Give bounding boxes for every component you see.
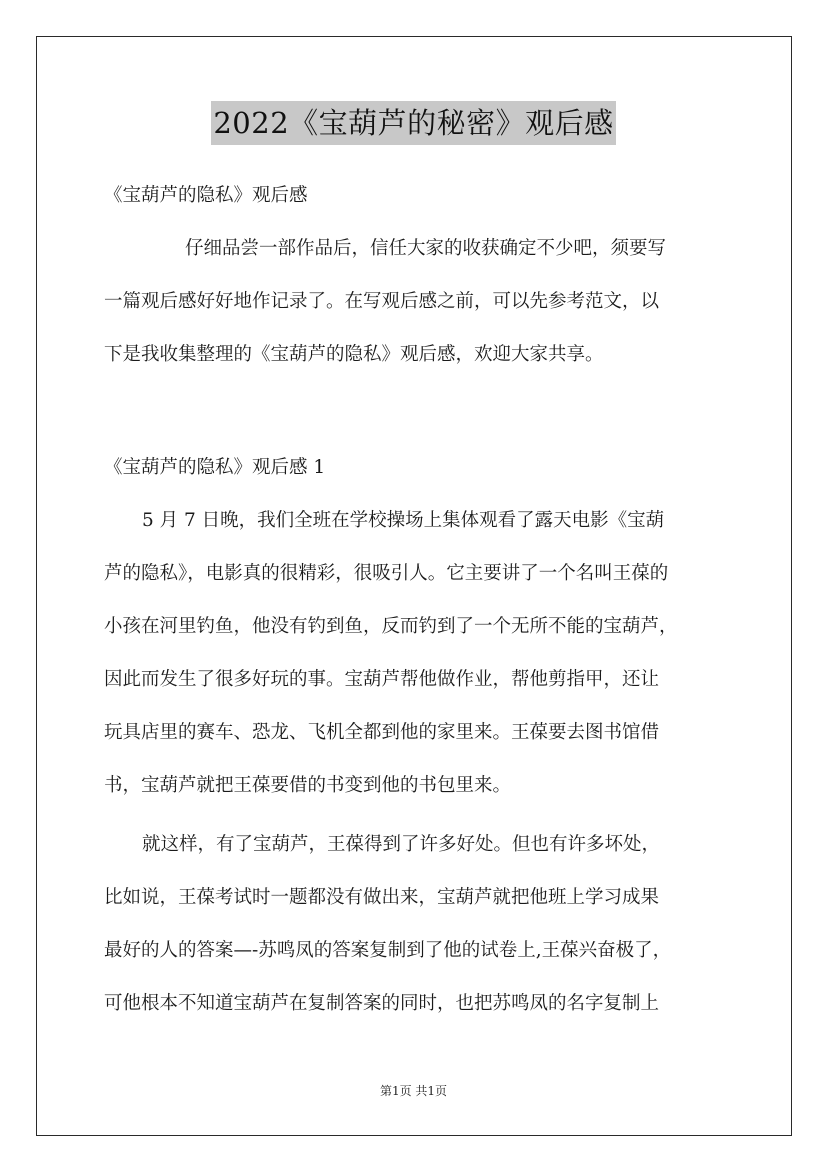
subtitle: 《宝葫芦的隐私》观后感 — [104, 185, 308, 206]
intro-line-2: 一篇观后感好好地作记录了。在写观后感之前，可以先参考范文，以 — [104, 291, 660, 312]
paragraph1-line-6: 书，宝葫芦就把王葆要借的书变到他的书包里来。 — [104, 775, 512, 796]
paragraph2-line-4: 可他根本不知道宝葫芦在复制答案的同时，也把苏鸣凤的名字复制上 — [104, 993, 660, 1014]
paragraph1-line-2: 芦的隐私》，电影真的很精彩，很吸引人。它主要讲了一个名叫王葆的 — [104, 563, 669, 584]
intro-line-3: 下是我收集整理的《宝葫芦的隐私》观后感，欢迎大家共享。 — [104, 344, 604, 365]
paragraph1-line-4: 因此而发生了很多好玩的事。宝葫芦帮他做作业，帮他剪指甲，还让 — [104, 669, 660, 690]
paragraph2-line-2: 比如说，王葆考试时一题都没有做出来，宝葫芦就把他班上学习成果 — [104, 887, 660, 908]
paragraph1-line-1: 5 月 7 日晚，我们全班在学校操场上集体观看了露天电影《宝葫 — [142, 510, 665, 531]
document-title: 2022《宝葫芦的秘密》观后感 — [211, 101, 615, 145]
paragraph1-line-5: 玩具店里的赛车、恐龙、飞机全都到他的家里来。王葆要去图书馆借 — [104, 722, 660, 743]
paragraph2-line-1: 就这样，有了宝葫芦，王葆得到了许多好处。但也有许多坏处， — [142, 834, 661, 855]
paragraph1-line-3: 小孩在河里钓鱼，他没有钓到鱼，反而钓到了一个无所不能的宝葫芦， — [104, 616, 678, 637]
paragraph2-line-3: 最好的人的答案—-苏鸣凤的答案复制到了他的试卷上,王葆兴奋极了， — [104, 940, 672, 961]
section-heading: 《宝葫芦的隐私》观后感 1 — [104, 457, 326, 478]
page-footer: 第1页 共1页 — [379, 1084, 448, 1098]
intro-line-1: 仔细品尝一部作品后，信任大家的收获确定不少吧，须要写 — [185, 238, 667, 259]
title-container — [0, 101, 827, 145]
